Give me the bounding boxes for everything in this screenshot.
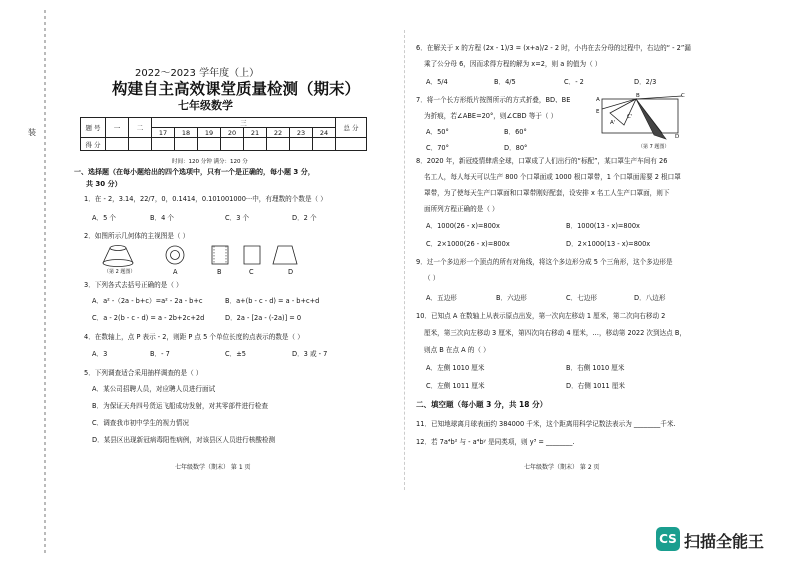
- score-cell[interactable]: [175, 138, 198, 151]
- footer-right: 七年级数学（期末） 第 2 页: [524, 464, 600, 471]
- q6-option-c: C．- 2: [564, 78, 584, 86]
- year-line: 2022～2023 学年度（上）: [135, 68, 260, 79]
- q2-fig-caption: （第 2 题图）: [104, 269, 136, 275]
- section1-heading: 一、选择题（在每小题给出的四个选项中，只有一个是正确的，每小题 3 分，: [74, 168, 315, 176]
- q10-option-b: B．右侧 1010 厘米: [566, 364, 625, 372]
- option-b-rect: [212, 246, 228, 264]
- q1-stem: 1．在 - 2，3.14，22/7，0，0.1414，0.101001000···中，有理数的个数是（ ）: [84, 195, 327, 203]
- q5-option-b: B．为保证天舟四号货运飞船成功发射，对其零部件进行检查: [92, 402, 268, 410]
- score-cell[interactable]: [267, 138, 290, 151]
- score-sub-18: 18: [175, 128, 198, 138]
- q8-option-c: C．2×1000(26 - x)=800x: [426, 240, 510, 248]
- q6-option-b: B．4/5: [494, 78, 516, 86]
- section1-heading-2: 共 30 分）: [86, 180, 122, 188]
- score-total: 总 分: [336, 118, 367, 138]
- score-row-label: 得 分: [81, 138, 106, 151]
- q3-stem: 3．下列各式去括号正确的是（ ）: [84, 281, 183, 289]
- q6-option-a: A．5/4: [426, 78, 448, 86]
- q9-option-a: A．五边形: [426, 294, 457, 302]
- q12-stem: 12．若 7a⁴b² 与 - a⁴bʸ 是同类项，则 y³ = ________.: [416, 438, 575, 446]
- camscanner-logo: CS: [656, 527, 680, 551]
- q3-option-a: A．a² -（2a - b+c）=a² - 2a - b+c: [92, 297, 203, 305]
- q9-option-c: C．七边形: [566, 294, 597, 302]
- q6-stem: 6．在解关于 x 的方程 (2x - 1)/3 = (x+a)/2 - 2 时，小冉在去分母的过程中，右边的“ - 2”漏: [416, 44, 691, 52]
- q7-label-b: B: [636, 93, 640, 99]
- q7-stem: 7．将一个长方形纸片按图所示的方式折叠，BD、BE: [416, 96, 571, 104]
- q4-option-d: D．3 或 - 7: [292, 350, 328, 358]
- score-cell[interactable]: [336, 138, 367, 151]
- q4-option-c: C．±5: [225, 350, 246, 358]
- binding-dashed-line: [8, 0, 48, 561]
- q7-label-e: E: [596, 109, 600, 115]
- q8-option-b: B．1000(13 - x)=800x: [566, 222, 640, 230]
- q7-stem-2: 为折痕，若∠ABE=20°，则∠CBD 等于（ ）: [424, 112, 558, 120]
- option-d-trapezoid: [273, 246, 297, 264]
- q8-stem-4: 面所列方程正确的是（ ）: [424, 205, 499, 213]
- q7-label-c: C: [681, 93, 685, 99]
- q5-option-c: C．调查我市初中学生的视力情况: [92, 419, 189, 427]
- q7-label-a: A: [596, 97, 600, 103]
- q8-option-a: A．1000(26 - x)=800x: [426, 222, 500, 230]
- score-table: [80, 117, 367, 151]
- score-col-2: 二: [129, 118, 152, 138]
- q9-option-b: B．六边形: [496, 294, 527, 302]
- q2-option-b: B: [217, 268, 222, 276]
- q9-stem-2: （ ）: [424, 274, 440, 282]
- q5-option-a: A．某公司招聘人员，对应聘人员进行面试: [92, 385, 216, 393]
- q8-stem-2: 名工人，每人每天可以生产 800 个口罩面或 1000 根口罩带，1 个口罩面需要 2 根口罩: [424, 173, 681, 181]
- q5-option-d: D．某县区出现新冠病毒阳性病例，对该县区人员进行核酸检测: [92, 436, 276, 444]
- q9-option-d: D．八边形: [634, 294, 666, 302]
- q1-option-a: A．5 个: [92, 214, 116, 222]
- binding-label: 装: [28, 128, 36, 137]
- camscanner-name: 扫描全能王: [684, 532, 765, 551]
- score-cell[interactable]: [290, 138, 313, 151]
- score-sub-20: 20: [221, 128, 244, 138]
- frustum-figure: [103, 246, 133, 267]
- subject-title: 七年级数学: [178, 99, 233, 112]
- q4-option-b: B．- 7: [150, 350, 170, 358]
- score-sub-19: 19: [198, 128, 221, 138]
- q8-stem: 8．2020 年，新冠疫情肆虐全球，口罩成了人们出行的“标配”，某口罩生产车间有 26: [416, 157, 668, 165]
- score-header-label: 题 号: [81, 118, 106, 138]
- q4-stem: 4．在数轴上，点 P 表示 - 2，则距 P 点 5 个单位长度的点表示的数是（ ）: [84, 333, 304, 341]
- q2-stem: 2．如图所示几何体的主视图是（ ）: [84, 232, 190, 240]
- q7-option-b: B．60°: [504, 128, 527, 136]
- score-cell[interactable]: [198, 138, 221, 151]
- score-sub-21: 21: [244, 128, 267, 138]
- score-sub-24: 24: [313, 128, 336, 138]
- q1-option-b: B．4 个: [150, 214, 175, 222]
- score-cell[interactable]: [221, 138, 244, 151]
- q10-option-c: C．左侧 1011 厘米: [426, 382, 485, 390]
- q7-option-d: D．80°: [504, 144, 528, 152]
- score-cell[interactable]: [106, 138, 129, 151]
- score-col-1: 一: [106, 118, 129, 138]
- q8-stem-3: 罩带，为了使每天生产口罩面和口罩带刚好配套，设安排 x 名工人生产口罩面，则下: [424, 189, 670, 197]
- binding-margin: [8, 0, 48, 561]
- score-cell[interactable]: [129, 138, 152, 151]
- q7-label-c-prime: C': [627, 114, 633, 120]
- q4-option-a: A．3: [92, 350, 108, 358]
- q2-option-c: C: [249, 268, 254, 276]
- q7-label-a-prime: A': [610, 120, 616, 126]
- score-sub-22: 22: [267, 128, 290, 138]
- page-divider: [404, 30, 405, 490]
- score-cell[interactable]: [244, 138, 267, 151]
- q10-stem-3: 则点 B 在点 A 的（ ）: [424, 346, 490, 354]
- q1-option-d: D．2 个: [292, 214, 317, 222]
- q2-option-a: A: [173, 268, 178, 276]
- q11-stem: 11．已知地球离月球表面约 384000 千米，这个距离用科学记数法表示为 ________千米.: [416, 420, 676, 428]
- q2-option-d: D: [288, 268, 294, 276]
- q6-stem-2: 乘了公分母 6，因而求得方程的解为 x=2，则 a 的值为（ ）: [424, 60, 602, 68]
- section2-heading: 二、填空题（每小题 3 分，共 18 分）: [416, 400, 548, 409]
- score-sub-23: 23: [290, 128, 313, 138]
- footer-left: 七年级数学（期末） 第 1 页: [175, 464, 251, 471]
- q10-option-d: D．右侧 1011 厘米: [566, 382, 626, 390]
- score-cell[interactable]: [313, 138, 336, 151]
- q7-option-c: C．70°: [426, 144, 449, 152]
- q7-label-d: D: [675, 134, 680, 140]
- option-c-trapezoid: [244, 246, 260, 264]
- score-cell[interactable]: [152, 138, 175, 151]
- q8-option-d: D．2×1000(13 - x)=800x: [566, 240, 651, 248]
- q7-option-a: A．50°: [426, 128, 449, 136]
- q9-stem: 9．过一个多边形一个顶点的所有对角线，将这个多边形分成 5 个三角形，这个多边形是: [416, 258, 673, 266]
- page-title: 构建自主高效课堂质量检测（期末）: [112, 79, 361, 98]
- q10-stem-2: 厘米，第三次向左移动 3 厘米，第四次向右移动 4 厘米，…，移动第 2022 次到达点 B，: [424, 329, 686, 337]
- q3-option-b: B．a+(b - c - d) = a - b+c+d: [225, 297, 320, 305]
- q3-option-c: C．a - 2(b - c - d) = a - 2b+2c+2d: [92, 314, 205, 322]
- option-a-circles: [166, 246, 184, 264]
- q5-stem: 5．下列调查适合采用抽样调查的是（ ）: [84, 369, 203, 377]
- q10-stem: 10．已知点 A 在数轴上从表示原点出发，第一次向左移动 1 厘米，第二次向右移动 2: [416, 312, 666, 320]
- q6-option-d: D．2/3: [634, 78, 657, 86]
- exam-info: 时间：120 分钟 满分：120 分: [172, 159, 248, 165]
- q3-option-d: D．2a - [2a - (-2a)] = 0: [225, 314, 302, 322]
- q1-option-c: C．3 个: [225, 214, 250, 222]
- score-sub-17: 17: [152, 128, 175, 138]
- score-col-3: 三: [152, 118, 336, 128]
- q10-option-a: A．左侧 1010 厘米: [426, 364, 485, 372]
- q7-fig-caption: （第 7 题图）: [638, 144, 670, 150]
